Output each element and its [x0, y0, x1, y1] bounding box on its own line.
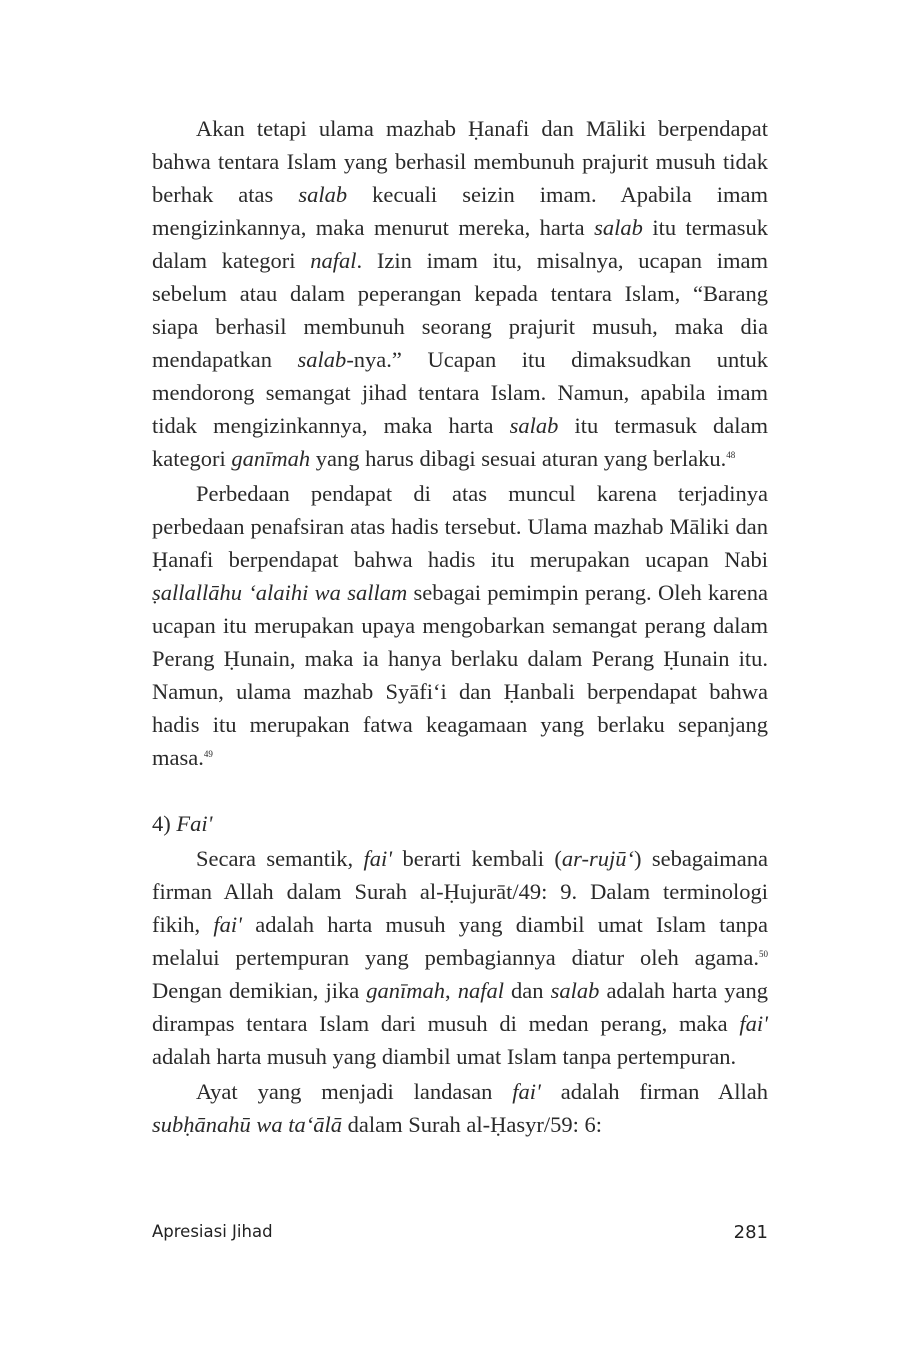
footnote-ref-48: 48 — [726, 449, 736, 460]
section-heading-fai: 4) Fai' — [152, 811, 213, 836]
paragraph-ayat-landasan: Ayat yang menjadi landasan fai' adalah firman Allah subḥānahū wa ta‘ālā dalam Surah al-Ḥasyr/59: 6: — [152, 1079, 768, 1137]
page-number: 281 — [733, 1222, 768, 1243]
running-title: Apresiasi Jihad — [152, 1222, 273, 1241]
paragraph-perbedaan-pendapat: Perbedaan pendapat di atas muncul karena terjadinya perbedaan penafsiran atas hadis tersebut. Ulama mazhab Māliki dan Ḥanafi berpendapat bahwa hadis itu merupakan ucapan Nabi ṣallallāhu ‘alaihi wa sallam sebagai pemimpin perang. Oleh karena ucapan itu merupakan upaya mengobarkan semangat perang dalam Perang Ḥunain, maka ia hanya berlaku dalam Perang Ḥunain itu. Namun, ulama mazhab Syāfi‘i dan Ḥanbali berpendapat bahwa hadis itu merupakan fatwa keagamaan yang berlaku sepanjang masa.$^{49}$ — [152, 481, 768, 770]
page-footer — [152, 1222, 768, 1243]
footnote-ref-50: 50 — [759, 948, 768, 959]
paragraph-fai-definition: Secara semantik, fai' berarti kembali (ar-rujū‘) sebagaimana firman Allah dalam Surah al-Ḥujurāt/49: 9. Dalam terminologi fikih, fai' adalah harta musuh yang diambil umat Islam tanpa melalui pertempuran yang pembagiannya diatur oleh agama.$^{50}$ Dengan demikian, jika ganīmah, nafal dan salab adalah harta yang dirampas tentara Islam dari musuh di medan perang, maka fai' adalah harta musuh yang diambil umat Islam tanpa pertempuran. — [152, 846, 769, 1069]
page-body — [152, 112, 768, 1141]
footnote-ref-49: 49 — [203, 748, 213, 759]
paragraph-salab-hanafi-maliki: Akan tetapi ulama mazhab Ḥanafi dan Māliki berpendapat bahwa tentara Islam yang berhasil membunuh prajurit musuh tidak berhak atas salab kecuali seizin imam. Apabila imam mengizinkannya, maka menurut mereka, harta salab itu termasuk dalam kategori nafal. Izin imam itu, misalnya, ucapan imam sebelum atau dalam peperangan kepada tentara Islam, “Barang siapa berhasil membunuh seorang prajurit musuh, maka dia mendapatkan salab-nya.” Ucapan itu dimaksudkan untuk mendorong semangat jihad tentara Islam. Namun, apabila imam tidak mengizinkannya, maka harta salab itu termasuk dalam kategori ganīmah yang harus dibagi sesuai aturan yang berlaku.$^{48}$ — [152, 116, 768, 471]
